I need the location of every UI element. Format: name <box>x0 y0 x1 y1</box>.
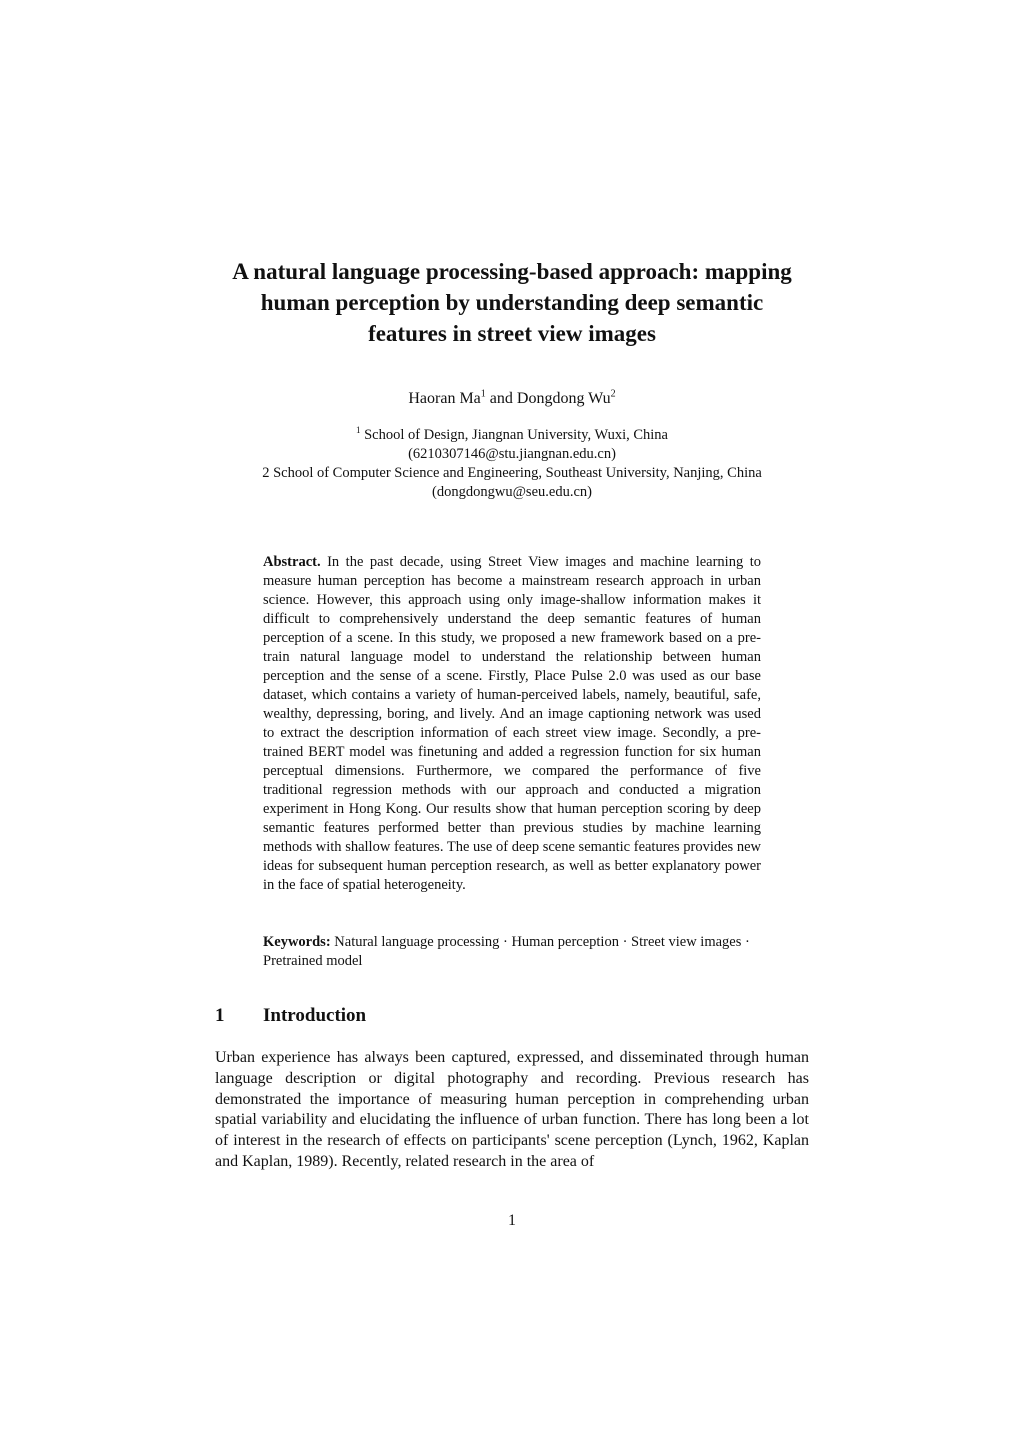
author-name: Haoran Ma <box>408 390 481 407</box>
page-number: 1 <box>508 1212 516 1229</box>
affiliations <box>180 426 844 502</box>
title-line: human perception by understanding deep semantic <box>260 290 764 315</box>
keywords-text: Natural language processing · Human perception · Street view images · Pretrained model <box>263 934 750 969</box>
introduction-paragraph: Urban experience has always been captured, expressed, and disseminated through human language description or digital photography and recording. Previous research has demonstrated the importance of measuring human perception in comprehending urban spatial variability and elucidating the influence of urban function. There has long been a lot of interest in the research of effects on participants' scene perception (Lynch, 1962, Kaplan and Kaplan, 1989). Recently, related research in the area of <box>215 1049 809 1170</box>
section-title: Introduction <box>263 1005 367 1026</box>
section-number: 1 <box>215 1005 225 1026</box>
affiliation-line <box>180 426 844 445</box>
title-line: features in street view images <box>368 321 656 346</box>
affiliation-email: (6210307146@stu.jiangnan.edu.cn) <box>408 446 616 462</box>
section-heading <box>215 1004 366 1028</box>
affiliation-mark: 1 <box>355 425 361 436</box>
affiliation-text: School of Design, Jiangnan University, Wuxi, China <box>360 427 668 443</box>
author-list <box>180 388 844 410</box>
author-affiliation-mark: 2 <box>610 388 616 400</box>
author-affiliation-mark: 1 <box>480 388 486 400</box>
author-name: Dongdong Wu <box>516 390 611 407</box>
abstract-text: In the past decade, using Street View images and machine learning to measure human perception has become a mainstream research approach in urban science. However, this approach using only image-shallow information makes it difficult to comprehensively understand the deep semantic features of human perception of a scene. In this study, we proposed a new framework based on a pre-train natural language model to understand the relationship between human perception and the sense of a scene. Firstly, Place Pulse 2.0 was used as our base dataset, which contains a variety of human-perceived labels, namely, beautiful, safe, wealthy, depressing, boring, and lively. And an image captioning network was used to extract the description information of each street view image. Secondly, a pre-trained BERT model was finetuning and added a regression function for six human perceptual dimensions. Furthermore, we compared the performance of five traditional regression methods with our approach and conducted a migration experiment in Hong Kong. Our results show that human perception scoring by deep semantic features performed better than previous studies by machine learning methods with shallow features. The use of deep scene semantic features provides new ideas for subsequent human perception research, as well as better explanatory power in the face of spatial heterogeneity. <box>263 554 761 893</box>
title-line: A natural language processing-based approach: mapping <box>232 259 792 284</box>
abstract <box>263 553 761 895</box>
paper-title <box>180 256 844 349</box>
affiliation-line: 2 School of Computer Science and Engineering, Southeast University, Nanjing, China <box>262 465 762 481</box>
affiliation-email: (dongdongwu@seu.edu.cn) <box>432 484 592 500</box>
keywords-label: Keywords: <box>263 934 331 950</box>
keywords <box>263 933 761 971</box>
author-conjunction: and <box>485 390 517 407</box>
abstract-label: Abstract. <box>263 554 321 570</box>
